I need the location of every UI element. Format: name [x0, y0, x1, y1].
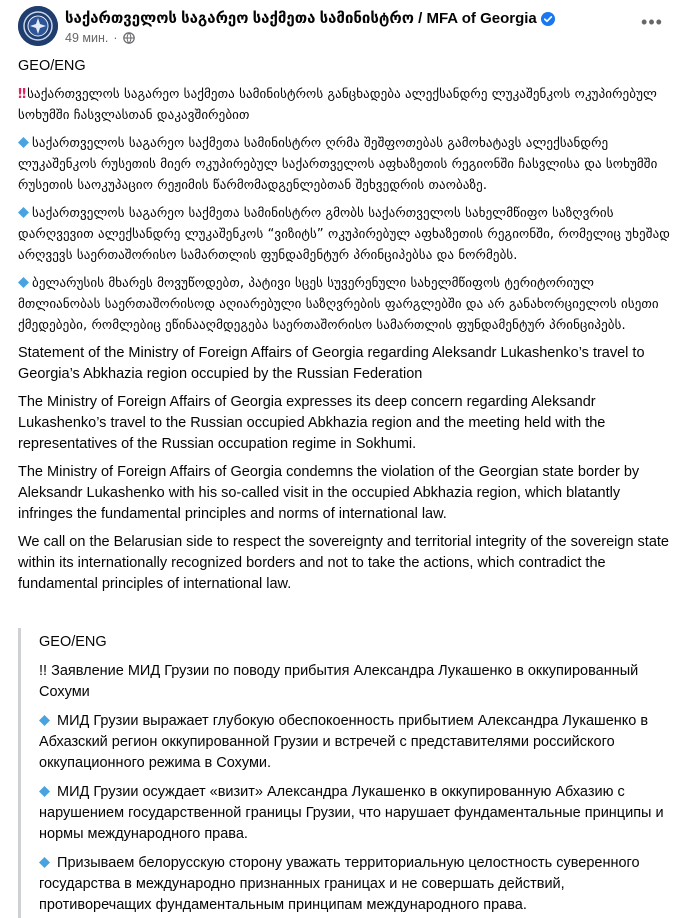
post-timestamp[interactable]: 49 мин. [65, 31, 109, 45]
diamond-icon [18, 137, 29, 148]
post-paragraph-ka-title: ‼ საქართველოს საგარეო საქმეთა სამინისტროს განცხადება ალექსანდრე ლუკაშენკოს ოკუპირებულ სოხუმში ჩასვლასთან დაკავშირებით [18, 87, 657, 123]
diamond-icon [39, 715, 50, 726]
double-exclamation-icon: ‼ [18, 87, 26, 102]
ministry-emblem-icon [18, 6, 58, 46]
diamond-icon [39, 857, 50, 868]
post-paragraph-en: We call on the Belarusian side to respect the sovereignty and territorial integrity of the sovereign state within its internationally recognized borders and not to take the actions, which contradict the fundamental principles of international law. [18, 534, 669, 592]
quote-tag: GEO/ENG [39, 634, 107, 650]
post-tag: GEO/ENG [18, 58, 86, 74]
quote-paragraph-ru: Призываем белорусскую сторону уважать территориальную целостность суверенного государства в международно признанных границах и не совершать действий, противоречащих фундаментальным принципам международного права. [39, 855, 640, 913]
post-paragraph-ka: საქართველოს საგარეო საქმეთა სამინისტრო ღრმა შეშფოთებას გამოხატავს ალექსანდრე ლუკაშენკოს რუსეთის მიერ ოკუპირებულ საქართველოს აფხაზეთის რეგიონში ჩასვლისა და სოხუმში რუსეთის საოკუპაციო რეჟიმის წარმომადგენლებთან შეხვედრის თაობაზე. [18, 136, 658, 193]
more-options-button[interactable] [639, 12, 665, 32]
quote-paragraph-ru-title: !! Заявление МИД Грузии по поводу прибытия Александра Лукашенко в оккупированный Сохуми [39, 663, 639, 700]
post-body [18, 56, 673, 602]
post-paragraph-en: The Ministry of Foreign Affairs of Georgia expresses its deep concern regarding Aleksandr Lukashenko’s travel to the Russian occupied Abkhazia region and the meeting held with the representatives of the Russian occupation regime in Sokhumi. [18, 394, 606, 452]
meta-separator: · [113, 31, 118, 45]
post-paragraph-ka: ბელარუსის მხარეს მოვუწოდებთ, პატივი სცეს სუვერენული სახელმწიფოს ტერიტორიულ მთლიანობას საერთაშორისოდ აღიარებული საზღვრების ფარგლებში და არ განახორციელოს ისეთი ქმედებები, რომლებიც ეწინააღმდეგება საერთაშორისო სამართლის ფუნდამენტურ პრინციპებს. [18, 276, 659, 333]
page-avatar[interactable] [18, 6, 58, 46]
diamond-icon [18, 277, 29, 288]
globe-icon[interactable] [123, 32, 135, 47]
more-icon: ••• [641, 11, 663, 32]
diamond-icon [18, 207, 29, 218]
post-paragraph-en: The Ministry of Foreign Affairs of Georgia condemns the violation of the Georgian state border by Aleksandr Lukashenko with his so-called visit in the occupied Abkhazia region, which blatantly infringes the fundamental principles and norms of international law. [18, 464, 640, 522]
page-name-link[interactable] [65, 9, 555, 30]
post-paragraph-en-title: Statement of the Ministry of Foreign Affairs of Georgia regarding Aleksandr Lukashenko’s travel to Georgia’s Abkhazia region occupied by the Russian Federation [18, 345, 645, 382]
post-header [18, 6, 673, 50]
diamond-icon [39, 786, 50, 797]
page-name[interactable]: საქართველოს საგარეო საქმეთა სამინისტრო / MFA of Georgia [65, 10, 537, 27]
post-meta [65, 31, 135, 47]
quote-paragraph-ru: МИД Грузии выражает глубокую обеспокоенность прибытием Александра Лукашенко в Абхазский регион оккупированной Грузии и встречей с представителями российского оккупационного режима в Сохуми. [39, 713, 649, 771]
post-paragraph-ka: საქართველოს საგარეო საქმეთა სამინისტრო გმობს საქართველოს სახელმწიფო საზღვრის დარღვევით ალექსანდრე ლუკაშენკოს “ვიზიტს” ოკუპირებულ აფხაზეთის რეგიონში, რომელიც უხეშად არღვევს საერთაშორისო სამართლის ფუნდამენტურ პრინციპებსა და ნორმებს. [18, 206, 671, 263]
quote-paragraph-ru: МИД Грузии осуждает «визит» Александра Лукашенко в оккупированную Абхазию с нарушением государственной границы Грузии, что нарушает фундаментальные принципы и нормы международного права. [39, 784, 664, 842]
verified-badge-icon [541, 12, 555, 30]
quoted-text-block [18, 628, 665, 918]
